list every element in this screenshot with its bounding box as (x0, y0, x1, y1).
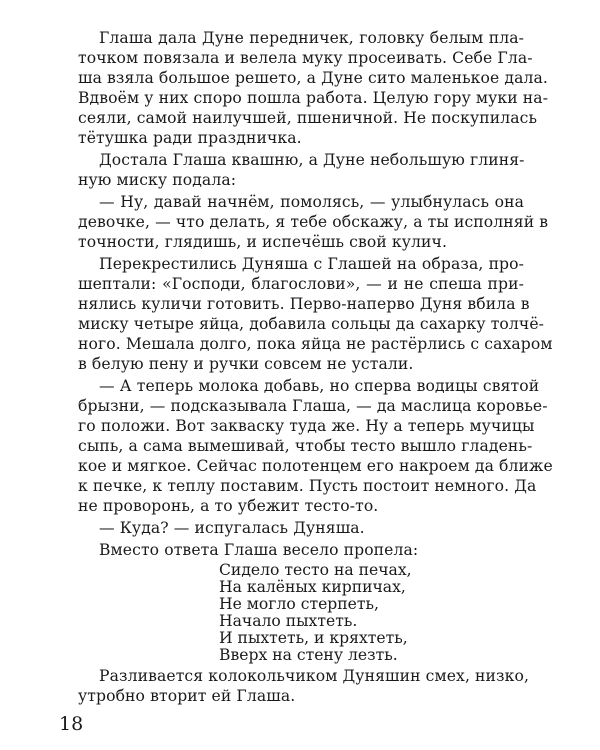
text-line: Разливается колокольчиком Дуняшин смех, низко, (99, 667, 530, 685)
poem-line: Сидело тесто на печах, (219, 561, 412, 579)
text-line: миску четыре яйца, добавила сольцы да сахарку толчё- (78, 315, 545, 333)
text-line: точности, глядишь, и испечёшь свой кулич. (78, 233, 447, 251)
text-line: го положи. Вот закваску туда же. Ну а теперь мучицы (78, 417, 535, 435)
text-line: — Ну, давай начнём, помолясь, — улыбнулась она (99, 193, 524, 211)
text-line: — Куда? — испугалась Дуняша. (99, 519, 365, 537)
poem-line: На калёных кирпичах, (219, 578, 406, 596)
text-line: к печке, к теплу поставим. Пусть постоит немного. Да (78, 477, 537, 495)
poem-line: Не могло стерпеть, (219, 595, 379, 613)
text-line: ного. Мешала долго, пока яйца не растёрлись с сахаром (78, 335, 553, 353)
text-line: в белую пену и ручки совсем не устали. (78, 355, 414, 373)
text-line: сеяли, самой наилучшей, пшеничной. Не поскупилась (78, 109, 538, 127)
text-line: кое и мягкое. Сейчас полотенцем его накроем да ближе (78, 457, 553, 475)
text-line: не проворонь, а то убежит тесто-то. (78, 497, 379, 515)
text-line: сыпь, а сама вымешивай, чтобы тесто вышло гладень- (78, 437, 533, 455)
page-number: 18 (59, 713, 84, 735)
text-line: Вдвоём у них споро пошла работа. Целую гору муки на- (78, 89, 549, 107)
poem-line: Начало пыхтеть. (219, 612, 358, 630)
text-line: брызни, — подсказывала Глаша, — да маслица коровье- (78, 397, 548, 415)
text-line: утробно вторит ей Глаша. (78, 687, 296, 705)
text-line: — А теперь молока добавь, но сперва водицы святой (99, 377, 540, 395)
text-line: ша взяла большое решето, а Дуне сито маленькое дала. (78, 69, 548, 87)
text-line: Перекрестились Дуняша с Глашей на образа, про- (99, 255, 524, 273)
text-line: тётушка ради праздничка. (78, 129, 302, 147)
text-line: Глаша дала Дуне передничек, головку белым пла- (99, 29, 524, 47)
poem-line: Вверх на стену лезть. (219, 646, 398, 664)
text-line: нялись куличи готовить. Перво-наперво Дуня вбила в (78, 295, 530, 313)
text-line: ную миску подала: (78, 171, 237, 189)
text-line: шептали: «Господи, благослови», — и не спеша при- (78, 275, 524, 293)
text-line: Достала Глаша квашню, а Дуне небольшую глиня- (99, 151, 525, 169)
text-line: Вместо ответа Глаша весело пропела: (99, 541, 419, 559)
text-line: девочке, — что делать, я тебе обскажу, а ты исполняй в (78, 213, 549, 231)
text-line: точком повязала и велела муку просеивать. Себе Гла- (78, 49, 533, 67)
poem-line: И пыхтеть, и кряхтеть, (219, 629, 408, 647)
